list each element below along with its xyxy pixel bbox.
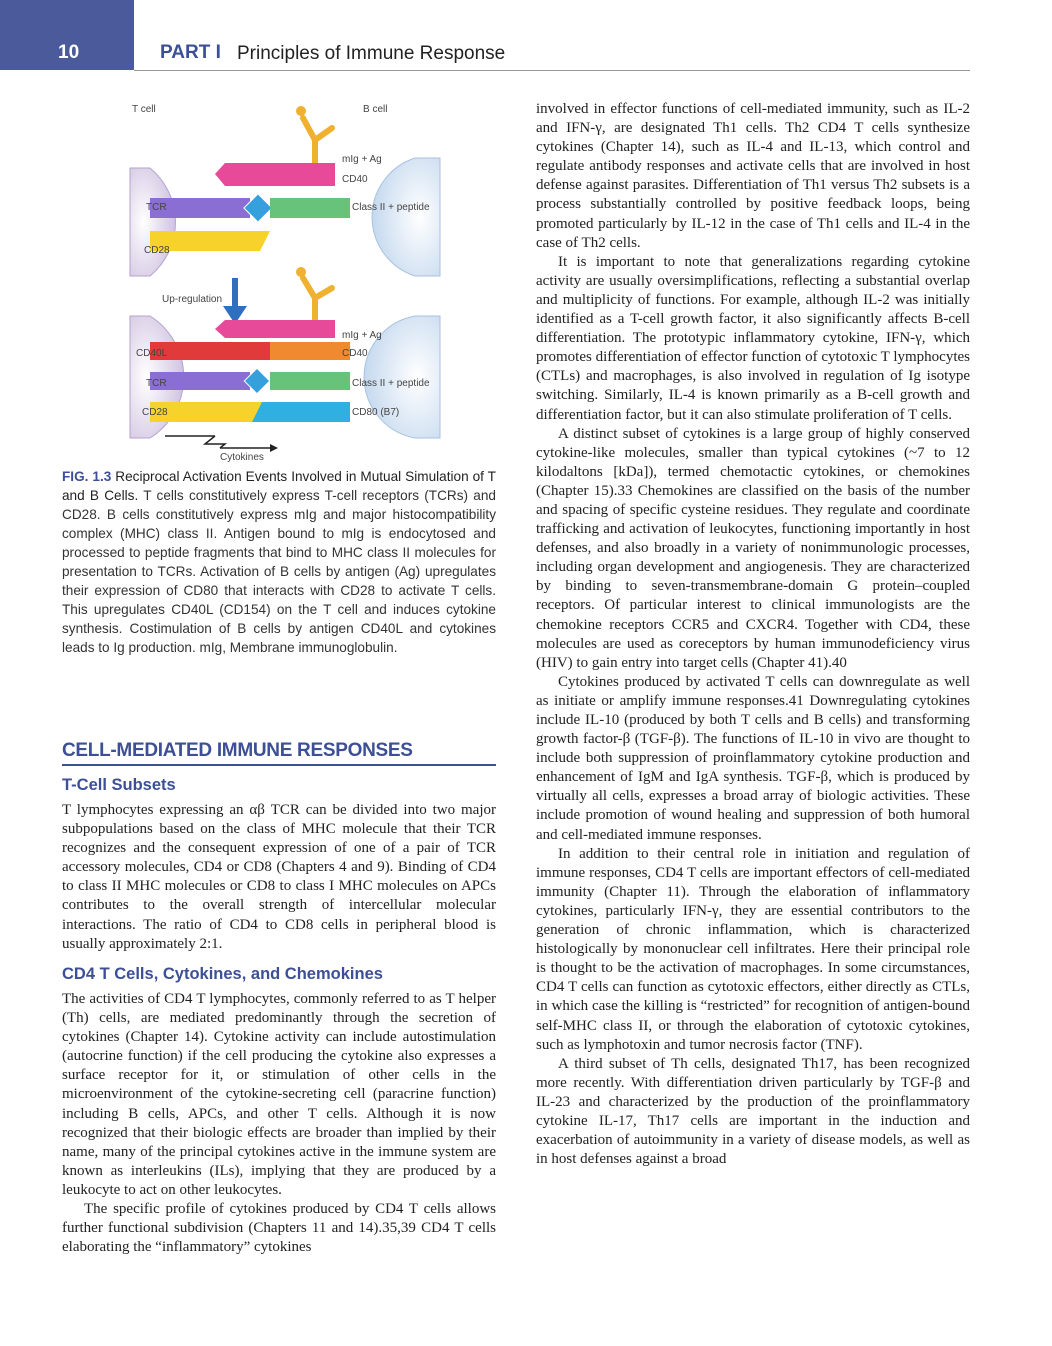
left-body-1 (62, 801, 496, 954)
paragraph: involved in effector functions of cell-mediated immunity, such as IL-2 and IFN-γ, are designated Th1 cells. Th2 CD4 T cells synthesize cytokines (Chapter 14), such as IL-4 and IL-13, which control and regulate antibody responses and activate cells that are involved in host defense against parasites. Differentiation of Th1 versus Th2 subsets is a process substantially controlled by positive feedback loops, being promoted particularly by IL-12 in the case of Th1 cells and IL-4 in the case of Th2 cells. (536, 101, 970, 251)
paragraph: T lymphocytes expressing an αβ TCR can be divided into two major subpopulations based on the class of MHC molecule that their TCR recognizes and the consequent expression of one of a pair of TCR accessory molecules, CD4 or CD8 (Chapters 4 and 9). Binding of CD4 to class II MHC molecules or CD8 to class I MHC molecules on APCs contributes to the overall strength of intercellular molecular interactions. The ratio of CD4 to CD8 cells in peripheral blood is usually approximately 2:1. (62, 802, 496, 952)
cd80-bottom (252, 402, 350, 422)
mig-ag-receptor-bottom (215, 320, 335, 338)
mig-ag-receptor-top (215, 163, 335, 186)
label-upregulation: Up-regulation (162, 294, 223, 305)
label-b-cell: B cell (363, 104, 388, 115)
caption-number: FIG. 1.3 (62, 469, 112, 484)
label-cytokines: Cytokines (220, 452, 264, 463)
subheading-t-cell-subsets: T-Cell Subsets (62, 776, 176, 794)
label-class2-1: Class II + peptide (352, 202, 430, 213)
label-cd40-2: CD40 (342, 348, 368, 359)
label-t-cell: T cell (132, 104, 156, 115)
b-cell-top (372, 158, 440, 276)
label-mig-ag-2: mIg + Ag (342, 330, 382, 341)
right-column (536, 100, 970, 1169)
label-cd40l: CD40L (136, 348, 168, 359)
caption-body: T cells constitutively express T-cell receptors (TCRs) and CD28. B cells constitutively express mIg and major histocompatibility complex (MHC) class II. Antigen bound to mIg is endocytosed and processed to peptide fragments that bind to MHC class II molecules for presentation to TCRs. Activation of B cells by antigen (Ag) upregulates their expression of CD80 that interacts with CD28 to activate T cells. This upregulates CD40L (CD154) on the T cell and induces cytokine synthesis. Costimulation of B cells by antigen CD40L and cytokines leads to Ig production. mIg, Membrane immunoglobulin. (62, 488, 496, 655)
cd40l-bottom (150, 342, 270, 360)
section-rule (62, 764, 496, 766)
page-number: 10 (58, 42, 80, 63)
subheading-cd4-t-cells: CD4 T Cells, Cytokines, and Chemokines (62, 965, 383, 983)
paragraph: The activities of CD4 T lymphocytes, commonly referred to as T helper (Th) cells, are mediated predominantly through the secretion of cytokines (Chapter 14). Cytokine activity can include autostimulation (autocrine function) if the cell producing the cytokine also expresses a surface receptor for it, or stimulation of other cells in the microenvironment of the cytokine-secreting cell (paracrine function) including B cells, APCs, and other T cells. Although it is now recognized that their biologic effects are broader than implied by their name, many of the principal cytokines active in the immune system are known as interleukins (ILs), implying that they are produced by a leukocyte to act on other leukocytes. (62, 991, 496, 1198)
label-cd80: CD80 (B7) (352, 407, 400, 418)
cd40-bottom (270, 342, 350, 360)
t-cell-top (130, 168, 175, 276)
figure-caption (62, 467, 496, 657)
paragraph: The specific profile of cytokines produced by CD4 T cells allows further functional subdivision (Chapters 11 and 14).35,39 CD4 T cells elaborating the “inflammatory” cytokines (62, 1201, 496, 1256)
figure-diagram (120, 98, 450, 464)
paragraph: In addition to their central role in initiation and regulation of immune responses, CD4 T cells are important effectors of cell-mediated immunity (Chapter 11). Through the elaboration of inflammatory cytokines, particularly IFN-γ, they are essential contributors to the generation of chronic inflammation, which is characterized histologically by mononuclear cell infiltrates. Here their principal role is thought to be the activation of macrophages. In some circumstances, CD4 T cells can function as cytotoxic effectors, either directly as CTLs, in which case the killing is “restricted” for recognition of antigen-bound self-MHC class II, or through the elaboration of cytotoxic cytokines, such as lymphotoxin and tumor necrosis factor (TNF). (536, 845, 970, 1053)
cd28-bottom (150, 402, 270, 422)
label-tcr-1: TCR (146, 202, 167, 213)
paragraph: Cytokines produced by activated T cells can downregulate as well as initiate or amplify immune responses.41 Downregulating cytokines include IL-10 (produced by both T cells and B cells) and transforming growth factor-β (TGF-β). The functions of IL-10 in vivo are thought to include both suppression of proinflammatory cytokine production and enhancement of IgM and IgA synthesis. TGF-β, which is produced by virtually all cells, expresses a broad array of biologic activities. These include promotion of wound healing and suppression of both humoral and cell-mediated immune responses. (536, 673, 970, 843)
part-title: Principles of Immune Response (237, 43, 506, 64)
class2-bottom (270, 372, 350, 390)
label-tcr-2: TCR (146, 378, 167, 389)
caption-title: Reciprocal Activation Events Involved in Mutual Simulation of T and B Cells. (62, 469, 496, 503)
section-heading: CELL-MEDIATED IMMUNE RESPONSES (62, 740, 413, 761)
label-cd28-1: CD28 (144, 245, 170, 256)
paragraph: A distinct subset of cytokines is a large group of highly conserved cytokine-like molecules, smaller than typical cytokines (~7 to 12 kilodaltons [kDa]), termed chemotactic cytokines, or chemokines (Chapter 15).33 Chemokines are classified on the basis of the number and spacing of specific cysteine residues. They regulate and coordinate trafficking and activation of leukocytes, functioning importantly in host defenses, and also broadly in a variety of nonimmunologic processes, including organ development and angiogenesis. They are characterized by binding to seven-transmembrane-domain G protein–coupled receptors. Of particular interest to clinical immunologists are the chemokine receptors CCR5 and CXCR4. Together with CD4, these molecules are used as coreceptors by human immunodeficiency virus (HIV) to gain entry into target cells (Chapter 41).40 (536, 425, 970, 671)
class2-top (270, 198, 350, 218)
label-cd40-1: CD40 (342, 174, 368, 185)
cytokines-arrow (165, 436, 270, 448)
label-class2-2: Class II + peptide (352, 378, 430, 389)
paragraph: It is important to note that generalizations regarding cytokine activity are usually oversimplifications, reflecting a substantial overlap and multiplicity of functions. For example, although IL-2 was initially identified as a T-cell growth factor, it also significantly affects B-cell differentiation. The prototypic inflammatory cytokine, IFN-γ, which promotes differentiation of effector function of cytotoxic T lymphocytes (CTLs) and macrophages, is also involved in regulation of Ig isotype switching. Similarly, IL-4 is known primarily as a B-cell growth and differentiation factor, but it can also stimulate proliferation of T cells. (536, 253, 970, 423)
left-body-2 (62, 990, 496, 1257)
header-rule (134, 70, 970, 71)
label-cd28-2: CD28 (142, 407, 168, 418)
paragraph: A third subset of Th cells, designated Th17, has been recognized more recently. With differentiation driven particularly by TGF-β and IL-23 and characterized by the production of the proinflammatory cytokine IL-17, Th17 cells are important in the induction and exacerbation of autoimmunity in a variety of disease models, as well as in host defenses against a broad (536, 1055, 970, 1168)
label-mig-ag-1: mIg + Ag (342, 154, 382, 165)
figure-reciprocal-activation (120, 98, 450, 464)
part-label: PART I (160, 42, 221, 63)
